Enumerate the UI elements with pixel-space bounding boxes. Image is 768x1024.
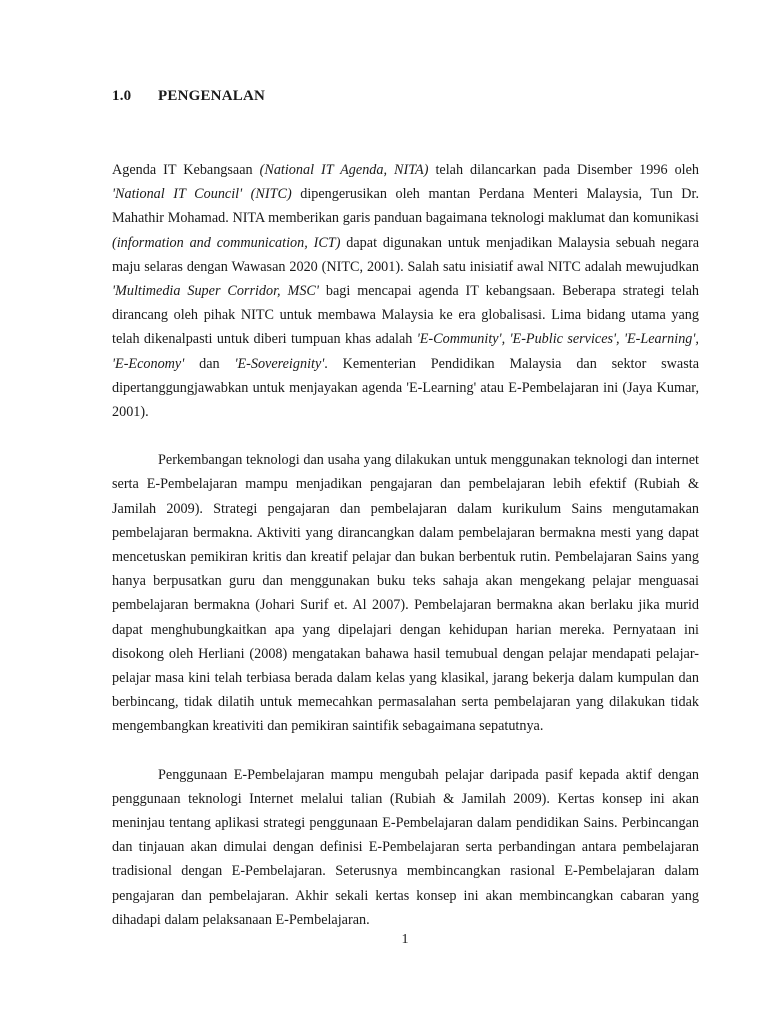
p1-text-7: . Kementerian Pendidikan Malaysia dan sektor swasta dipertanggungjawabkan untuk menjayakan agenda 'E-Learning' atau E-Pembelajaran ini (Jaya Kumar, 2001).	[112, 355, 699, 421]
paragraph-1	[112, 158, 699, 424]
p1-text-3: dipengerusikan oleh mantan Perdana Menteri Malaysia, Tun Dr. Mahathir Mohamad. NITA memberikan garis panduan bagaimana teknologi maklumat dan komunikasi	[112, 186, 699, 227]
section-number: 1.0	[112, 88, 132, 104]
p1-italic-3: (information and communication, ICT)	[112, 234, 341, 251]
p1-italic-1: (National IT Agenda, NITA)	[259, 162, 429, 178]
p1-text-4: dapat digunakan untuk menjadikan Malaysia sebuah negara maju selaras dengan Wawasan 2020 (NITC, 2001). Salah satu inisiatif awal NITC adalah mewujudkan	[112, 234, 699, 275]
page-number: 1	[401, 932, 409, 947]
p1-text-1: Agenda IT Kebangsaan	[112, 162, 260, 178]
paragraph-3: Penggunaan E-Pembelajaran mampu mengubah pelajar daripada pasif kepada aktif dengan penggunaan teknologi Internet melalui talian (Rubiah & Jamilah 2009). Kertas konsep ini akan meninjau tentang aplikasi strategi penggunaan E-Pembelajaran dalam pendidikan Sains. Perbincangan dan tinjauan akan dimulai dengan definisi E-Pembelajaran serta perbandingan antara pembelajaran tradisional dengan E-Pembelajaran. Seterusnya membincangkan rasional E-Pembelajaran dalam pengajaran dan pembelajaran. Akhir sekali kertas konsep ini akan membincangkan cabaran yang dihadapi dalam pelaksanaan E-Pembelajaran.	[112, 766, 699, 928]
section-title: PENGENALAN	[158, 88, 266, 104]
paragraph-2: Perkembangan teknologi dan usaha yang dilakukan untuk menggunakan teknologi dan internet serta E-Pembelajaran mampu menjadikan pengajaran dan pembelajaran lebih efektif (Rubiah & Jamilah 2009). Strategi pengajaran dan pembelajaran dalam kurikulum Sains mengutamakan pembelajaran bermakna. Aktiviti yang dirancangkan dalam pembelajaran bermakna mesti yang dapat mencetuskan pemikiran kritis dan kreatif pelajar dan bukan berbentuk rutin. Pembelajaran Sains yang hanya berpusatkan guru dan menggunakan buku teks sahaja akan mengekang pelajar menguasai pembelajaran bermakna (Johari Surif et. Al 2007). Pembelajaran bermakna akan berlaku jika murid dapat menghubungkaitkan apa yang dipelajari dengan kehidupan harian mereka. Pernyataan ini disokong oleh Herliani (2008) mengatakan bahawa hasil temubual dengan pelajar mendapati pelajar-pelajar masa kini telah terbiasa berada dalam kelas yang klasikal, jarang bekerja dalam kumpulan dan berbincang, tidak dilatih untuk memecahkan permasalahan serta pembelajaran yang dilakukan tidak mengembangkan kreativiti dan pemikiran saintifik sebagaimana sepatutnya.	[112, 452, 699, 735]
p1-text-5: bagi mencapai agenda IT kebangsaan. Beberapa strategi telah dirancang oleh pihak NITC untuk membawa Malaysia ke era globalisasi. Lima bidang utama yang telah dikenalpasti untuk diberi tumpuan khas adalah	[112, 283, 699, 348]
p1-italic-5: 'E-Community', 'E-Public services', 'E-Learning', 'E-Economy'	[112, 331, 699, 372]
p1-italic-4: 'Multimedia Super Corridor, MSC'	[112, 283, 319, 300]
p1-text-2: telah dilancarkan pada Disember 1996 oleh	[428, 162, 699, 178]
p1-italic-6: 'E-Sovereignity'	[234, 355, 325, 372]
p1-italic-2: 'National IT Council' (NITC)	[112, 186, 292, 203]
section-heading	[112, 88, 265, 105]
p1-text-6: dan	[184, 355, 235, 372]
document-body	[112, 158, 699, 932]
